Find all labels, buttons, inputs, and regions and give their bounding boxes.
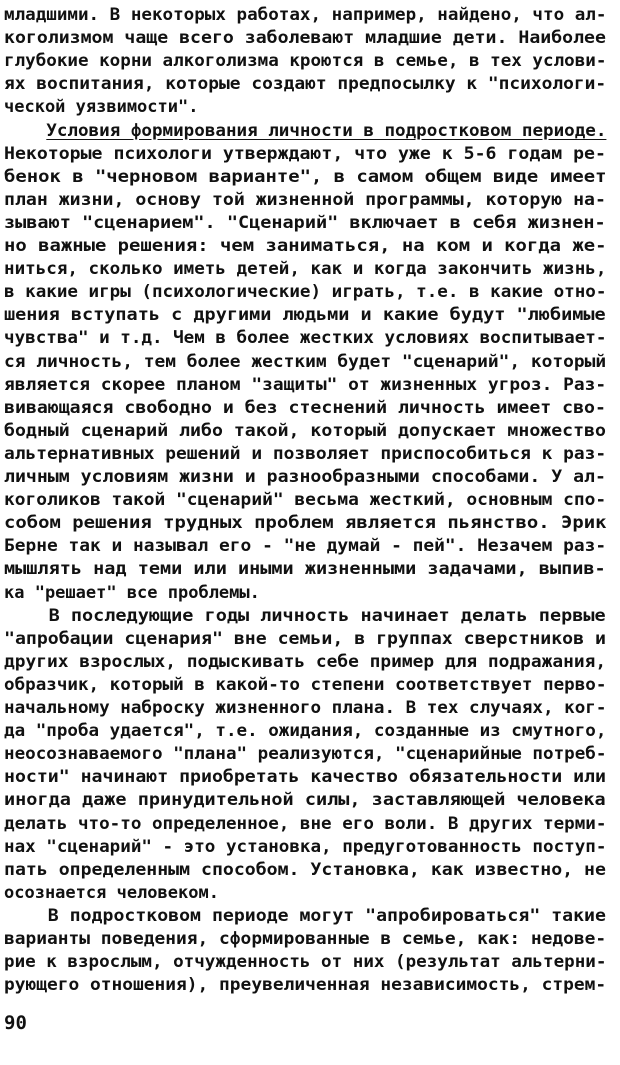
text-line (4, 212, 608, 235)
text-segment: мышлять над теми или иными жизненными задачами, выпив- (4, 559, 606, 580)
text-segment: иногда даже принудительной силы, заставляющей человека (4, 790, 606, 811)
text-segment: варианты поведения, сформированные в семье, как: недове- (4, 929, 607, 949)
text-segment: ности" начинают приобретать качество обязательности или (4, 767, 606, 788)
text-segment: глубокие корни алкоголизма кроются в семье, в тех услови- (4, 51, 607, 72)
text-line (4, 443, 608, 466)
text-line (4, 789, 608, 812)
text-segment: ческой уязвимости". (4, 97, 199, 118)
text-segment: коголиков такой "сценарий" весьма жесткий, основным спо- (4, 490, 607, 511)
section-heading: Условия формирования личности в подростковом периоде. (46, 120, 607, 141)
text-segment: рующего отношения), преувеличенная независимость, стрем- (4, 975, 607, 996)
text-line (4, 374, 608, 397)
text-line (4, 512, 608, 535)
text-segment: неосознаваемого "плана" реализуются, "сценарийные потреб- (4, 744, 607, 765)
text-line (4, 489, 608, 512)
text-segment: в какие игры (психологические) играть, т.е. в какие отно- (4, 282, 607, 303)
text-segment: других взрослых, подыскивать себе пример для подражания, (4, 651, 607, 672)
text-line (4, 50, 608, 73)
text-line (4, 605, 608, 628)
text-line (4, 558, 608, 581)
text-segment (4, 121, 46, 141)
text-line (4, 836, 608, 859)
text-line (4, 96, 608, 119)
text-line (4, 535, 608, 558)
text-segment: ся личность, тем более жестким будет "сценарий", который (4, 351, 607, 372)
text-segment: альтернативных решений и позволяет приспособиться к раз- (4, 443, 607, 464)
text-line (4, 813, 608, 836)
text-segment: В последующие годы личность начинает делать первые (4, 605, 606, 626)
text-line (4, 304, 608, 327)
text-segment: ка "решает" все проблемы. (4, 582, 260, 603)
text-line (4, 73, 608, 96)
text-segment: ниться, сколько иметь детей, как и когда закончить жизнь, (4, 259, 607, 280)
text-segment: бодный сценарий либо такой, который допускает множество (4, 420, 606, 441)
text-line (4, 258, 608, 281)
text-line (4, 974, 608, 997)
page-number: 90 (4, 1012, 27, 1034)
text-line (4, 235, 608, 258)
text-segment: образчик, который в какой-то степени соответствует перво- (4, 674, 607, 695)
text-segment: бенок в "черновом варианте", в самом общем виде имеет (4, 166, 607, 187)
text-line (4, 766, 608, 789)
text-line (4, 466, 608, 489)
text-line (4, 27, 608, 50)
text-segment: Некоторые психологи утверждают, что уже к 5-6 годам ре- (4, 143, 606, 164)
text-segment: но важные решения: чем заниматься, на ком и когда же- (4, 236, 607, 256)
text-segment: зывают "сценарием". "Сценарий" включает в себя жизнен- (4, 212, 606, 233)
text-segment: собом решения трудных проблем является пьянство. Эрик (4, 513, 607, 534)
text-line (4, 859, 608, 882)
text-line (4, 351, 608, 374)
text-segment: В подростковом периоде могут "апробироваться" такие (4, 905, 606, 926)
text-segment: чувства" и т.д. Чем в более жестких условиях воспитывает- (4, 328, 607, 349)
text-segment: осознается человеком. (4, 882, 219, 903)
text-segment: личным условиям жизни и разнообразными способами. У ал- (4, 467, 606, 487)
text-segment: коголизмом чаще всего заболевают младшие дети. Наиболее (4, 28, 606, 49)
text-line (4, 143, 608, 166)
text-line (4, 674, 608, 697)
text-segment: младшими. В некоторых работах, например, найдено, что ал- (4, 5, 607, 25)
text-line (4, 882, 608, 905)
text-line (4, 4, 608, 27)
text-line (4, 905, 608, 928)
text-segment: да "проба удается", т.е. ожидания, созданные из смутного, (4, 721, 607, 742)
text-line (4, 951, 608, 974)
text-line (4, 628, 608, 651)
text-segment: ях воспитания, которые создают предпосылку к "психологи- (4, 74, 607, 95)
text-line (4, 720, 608, 743)
text-segment: делать что-то определенное, вне его воли. В других терми- (4, 813, 607, 834)
text-line (4, 582, 608, 605)
text-line (4, 420, 608, 443)
text-line (4, 397, 608, 420)
text-line (4, 928, 608, 951)
text-line (4, 697, 608, 720)
text-line (4, 327, 608, 350)
text-segment: является скорее планом "защиты" от жизненных угроз. Раз- (4, 374, 607, 395)
text-line (4, 120, 608, 143)
text-line (4, 166, 608, 189)
text-segment: вивающаяся свободно и без стеснений личность имеет сво- (4, 397, 606, 418)
text-segment: "апробации сценария" вне семьи, в группах сверстников и (4, 628, 606, 649)
text-segment: пать определенным способом. Установка, как известно, не (4, 859, 606, 880)
text-segment: начальному наброску жизненного плана. В тех случаях, ког- (4, 698, 607, 718)
text-segment: Берне так и называл его - "не думай - пей". Незачем раз- (4, 536, 607, 557)
text-line (4, 651, 608, 674)
text-line (4, 743, 608, 766)
text-segment: шения вступать с другими людьми и какие будут "любимые (4, 305, 606, 326)
text-line (4, 189, 608, 212)
text-segment: план жизни, основу той жизненной программы, которую на- (4, 189, 606, 210)
text-line (4, 281, 608, 304)
text-segment: рие к взрослым, отчужденность от них (результат альтерни- (4, 952, 607, 973)
text-segment: нах "сценарий" - это установка, предуготованность поступ- (4, 836, 607, 857)
